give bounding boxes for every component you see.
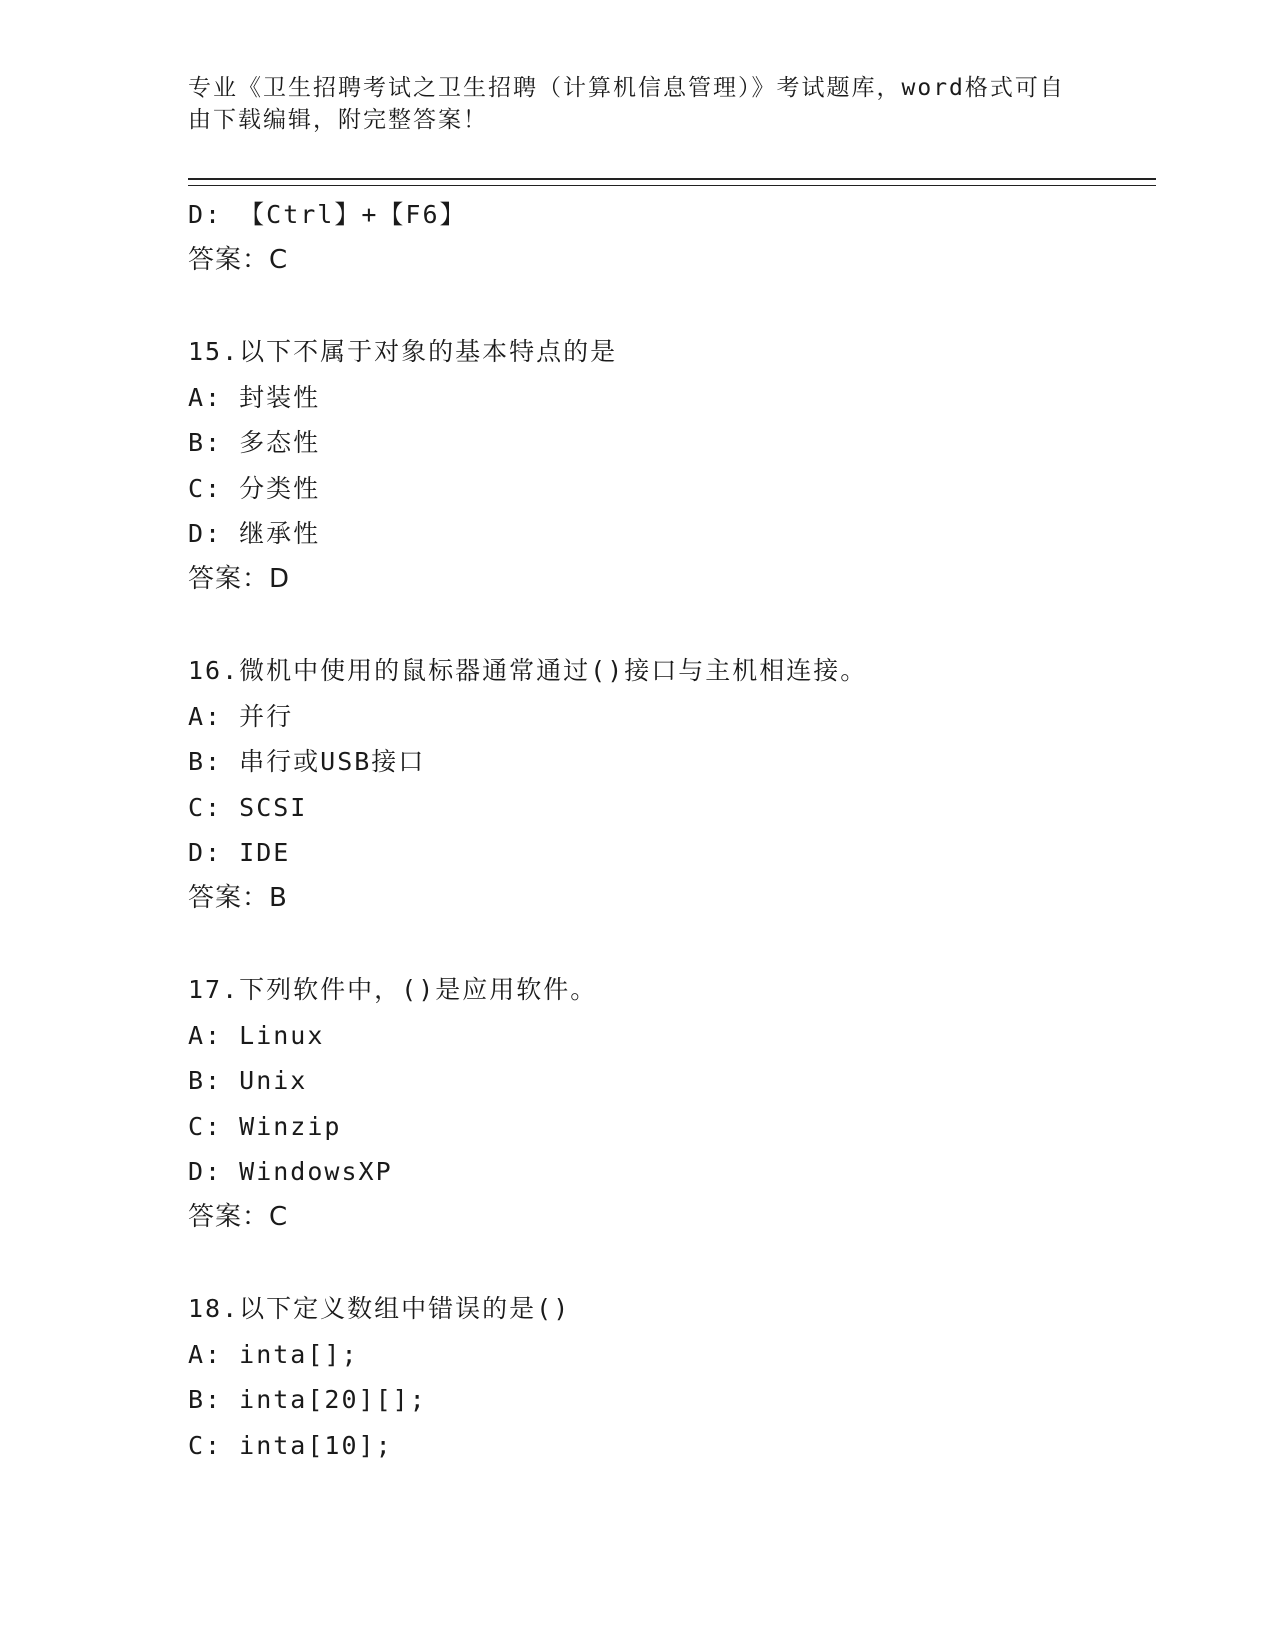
header-line-2: 由下载编辑，附完整答案！ — [188, 107, 488, 133]
question-stem: 15.以下不属于对象的基本特点的是 — [188, 337, 618, 366]
option-a: A: 封装性 — [188, 382, 321, 412]
question-18 — [188, 1286, 1148, 1468]
option-b: B: 多态性 — [188, 428, 321, 457]
option-a: A: Linux — [188, 1020, 325, 1050]
option-b: B: Unix — [188, 1066, 308, 1095]
option-a: A: inta[]; — [188, 1339, 359, 1369]
question-15 — [188, 329, 1148, 602]
spacer — [188, 921, 1148, 967]
header-divider — [188, 178, 1156, 186]
option-a: A: 并行 — [188, 701, 294, 731]
question-16 — [188, 648, 1148, 921]
answer: 答案：C — [188, 1201, 289, 1232]
question-stem: 18.以下定义数组中错误的是() — [188, 1294, 571, 1323]
spacer — [188, 283, 1148, 329]
option-b: B: inta[20][]; — [188, 1385, 427, 1414]
option-d: D: IDE — [188, 838, 291, 867]
answer: 答案：D — [188, 563, 291, 594]
option-d: D: WindowsXP — [188, 1157, 393, 1186]
option-d: D: 【Ctrl】+【F6】 — [188, 200, 467, 229]
question-list — [188, 192, 1148, 1468]
answer: 答案：C — [188, 244, 289, 275]
option-c: C: 分类性 — [188, 473, 321, 503]
option-b: B: 串行或USB接口 — [188, 747, 426, 776]
option-c: C: inta[10]; — [188, 1430, 393, 1460]
spacer — [188, 602, 1148, 648]
header-line-1: 专业《卫生招聘考试之卫生招聘（计算机信息管理）》考试题库，word格式可自 — [188, 75, 1065, 101]
document-header — [188, 72, 1068, 136]
spacer — [188, 1240, 1148, 1286]
answer: 答案：B — [188, 882, 288, 913]
option-d: D: 继承性 — [188, 519, 321, 548]
question-17 — [188, 967, 1148, 1240]
option-c: C: Winzip — [188, 1111, 342, 1141]
question-stem: 17.下列软件中，()是应用软件。 — [188, 975, 598, 1004]
question-stem: 16.微机中使用的鼠标器通常通过()接口与主机相连接。 — [188, 656, 868, 685]
option-c: C: SCSI — [188, 792, 308, 822]
